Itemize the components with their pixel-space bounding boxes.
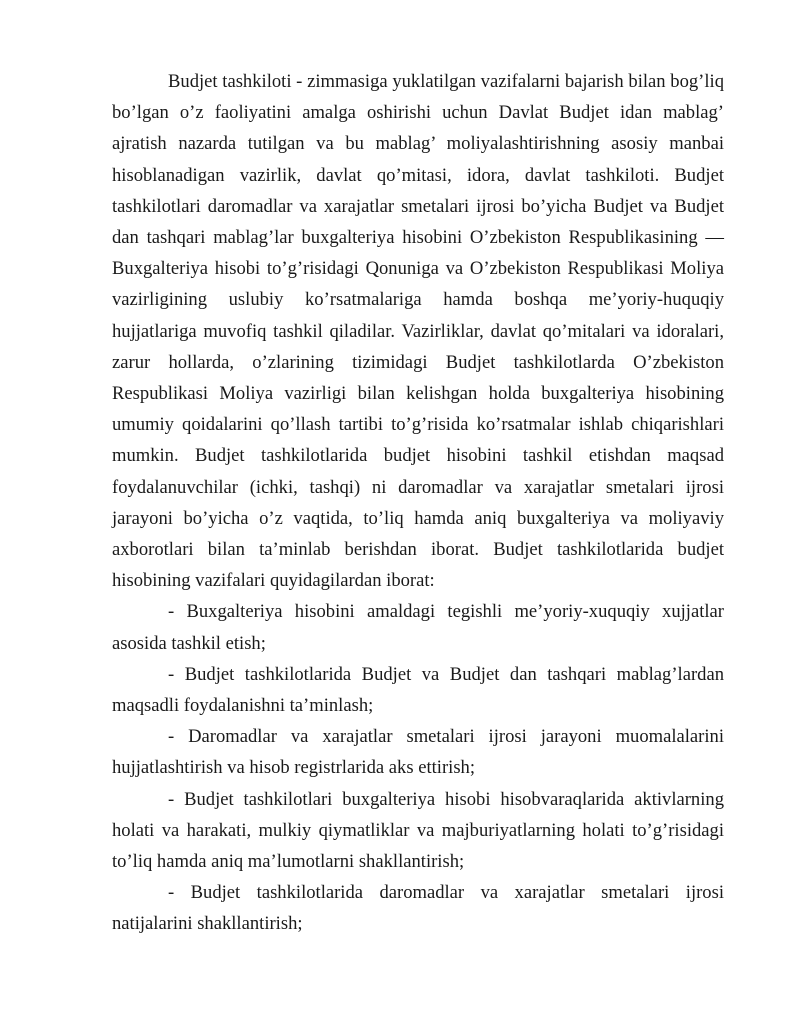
list-item-documenting: - Daromadlar va xarajatlar smetalari ijrosi jarayoni muomalalarini hujjatlashtirish va hisob registrlarida aks ettirish; bbox=[112, 726, 724, 779]
intro-paragraph: Budjet tashkiloti - zimmasiga yuklatilgan vazifalarni bajarish bilan bog’liq bo’lgan o’z faoliyatini amalga oshirishi uchun Davlat Budjet idan mablag’ ajratish nazarda tutilgan va bu mablag’ moliyalashtirishning asosiy manbai hisoblanadigan vazirlik, davlat qo’mitasi, idora, davlat tashkiloti. Budjet tashkilotlari daromadlar va xarajatlar smetalari ijrosi bo’yicha Budjet va Budjet dan tashqari mablag’lar buxgalteriya hisobini O’zbekiston Respublikasining — Buxgalteriya hisobi to’g’risidagi Qonuniga va O’zbekiston Respublikasi Moliya vazirligining uslubiy ko’rsatmalariga hamda boshqa me’yoriy-huquqiy hujjatlariga muvofiq tashkil qiladilar. Vazirliklar, davlat qo’mitalari va idoralari, zarur hollarda, o’zlarining tizimidagi Budjet tashkilotlarda O’zbekiston Respublikasi Moliya vazirligi bilan kelishgan holda buxgalteriya hisobining umumiy qoidalarini qo’llash tartibi to’g’risida ko’rsatmalar ishlab chiqarishlari mumkin. Budjet tashkilotlarida budjet hisobini tashkil etishdan maqsad foydalanuvchilar (ichki, tashqi) ni daromadlar va xarajatlar smetalari ijrosi jarayoni bo’yicha o’z vaqtida, to’liq hamda aniq buxgalteriya va moliyaviy axborotlari bilan ta’minlab berishdan iborat. Budjet tashkilotlarida budjet hisobining vazifalari quyidagilardan iborat: bbox=[112, 71, 724, 592]
document-body bbox=[112, 66, 724, 940]
list-item-organize-accounting: - Buxgalteriya hisobini amaldagi tegishli me’yoriy-xuquqiy xujjatlar asosida tashkil etish; bbox=[112, 601, 724, 654]
list-item-results: - Budjet tashkilotlarida daromadlar va xarajatlar smetalari ijrosi natijalarini shakllantirish; bbox=[112, 882, 724, 935]
list-item-targeted-use: - Budjet tashkilotlarida Budjet va Budjet dan tashqari mablag’lardan maqsadli foydalanishni ta’minlash; bbox=[112, 663, 724, 717]
list-item-asset-information: - Budjet tashkilotlari buxgalteriya hisobi hisobvaraqlarida aktivlarning holati va harakati, mulkiy qiymatliklar va majburiyatlarning holati to’g’risidagi to’liq hamda aniq ma’lumotlarni shakllantirish; bbox=[112, 788, 724, 873]
